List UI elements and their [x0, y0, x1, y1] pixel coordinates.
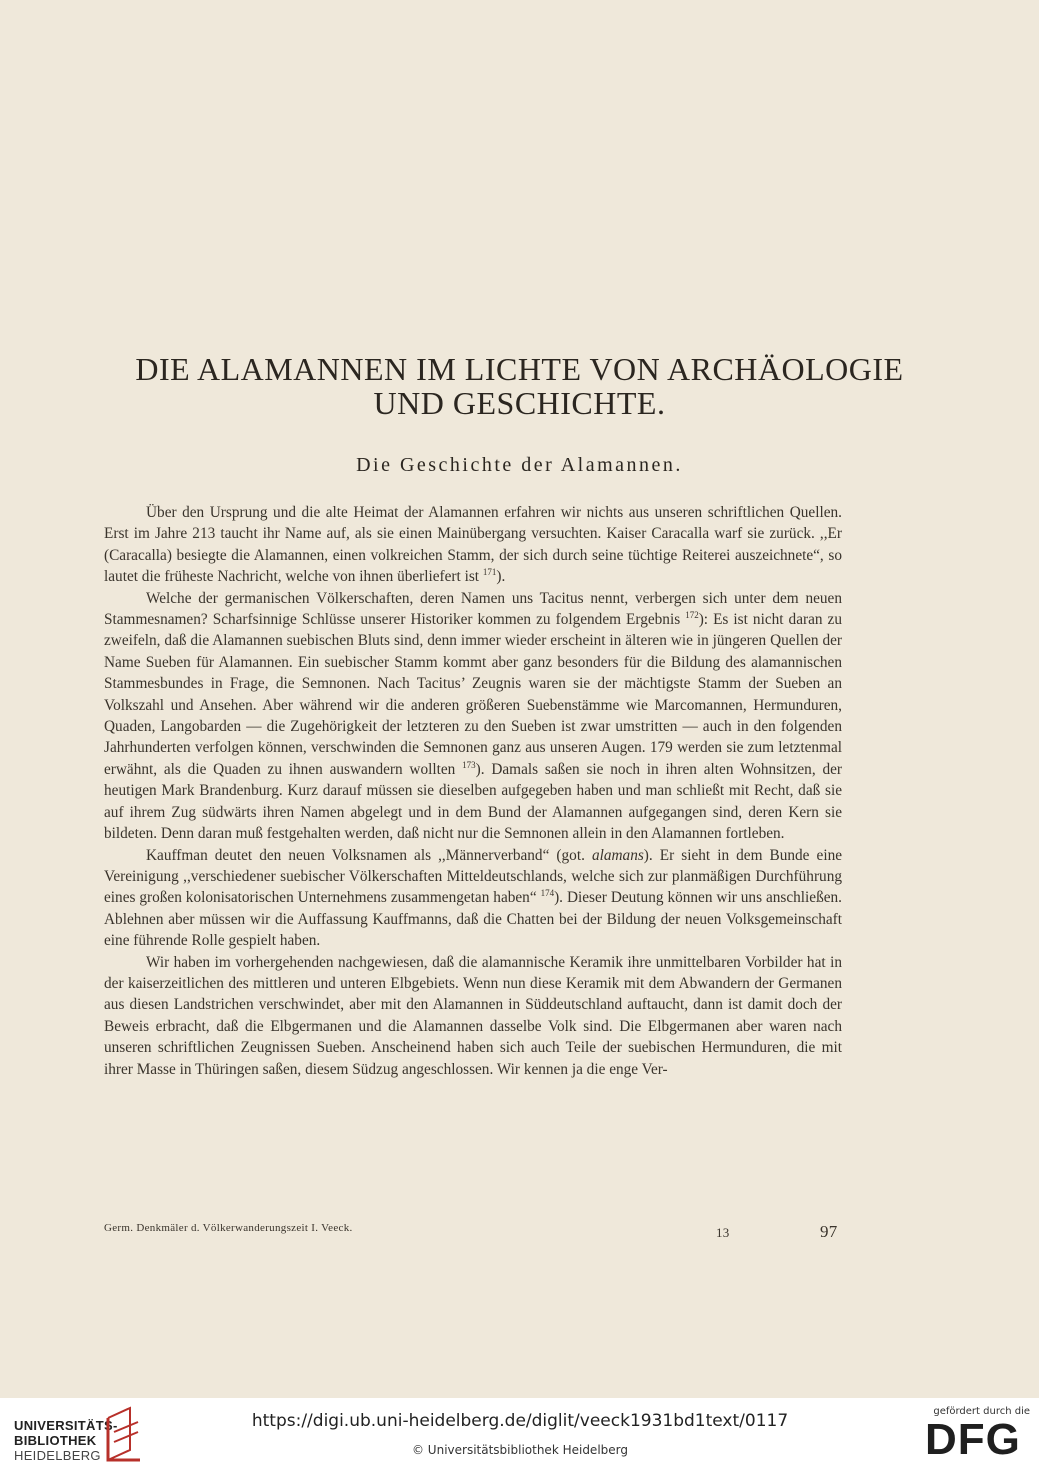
title-line-1: DIE ALAMANNEN IM LICHTE VON ARCHÄOLOGIE [135, 351, 904, 387]
dfg-logo[interactable]: DFG [925, 1415, 1021, 1464]
title-line-2: UND GESCHICHTE. [373, 385, 666, 421]
footer-source: Germ. Denkmäler d. Völkerwanderungszeit I. Veeck. [104, 1222, 353, 1234]
viewer-footer-bar [0, 1398, 1039, 1470]
body-text [104, 502, 842, 1080]
paragraph-4: Wir haben im vorhergehenden nachgewiesen, daß die alamannische Keramik ihre unmittelbaren Vorbilder hat in der kaiserzeitlichen des mittleren und unteren Elbgebiets. Wenn nun diese Keramik mit dem Abwandern der Germanen aus diesen Landstrichen verschwindet, aber mit den Alamannen in Süddeutschland auftaucht, dann ist damit doch der Beweis erbracht, daß die Elbgermanen und die Alamannen dasselbe Volk sind. Die Elbgermanen aber waren nach unseren schriftlichen Zeugnissen Sueben. Anscheinend haben sich auch Teile der suebischen Hermunduren, die mit ihrer Masse in Thüringen saßen, diesem Südzug angeschlossen. Wir kennen ja die enge Ver- [104, 953, 842, 1078]
page-number: 97 [820, 1222, 838, 1241]
paragraph-2: Welche der germanischen Völkerschaften, deren Namen uns Tacitus nennt, verbergen sich unter dem neuen Stammesnamen? Scharfsinnige Schlüsse unserer Historiker kommen zu folgendem Ergebnis $^{172}$): Es ist nicht daran zu zweifeln, daß die Alamannen suebischen Bluts sind, denn immer wieder erscheint in älteren wie in jüngeren Quellen der Name Sueben für Alamannen. Ein suebischer Stamm kommt aber ganz besonders für die Bildung des alamannischen Stammesbundes in Frage, die Semnonen. Nach Tacitus’ Zeugnis waren sie der mächtigste Stamm der Sueben an Volkszahl und Ansehen. Aber während wir die anderen größeren Suebenstämme wie Marcomannen, Hermunduren, Quaden, Langobarden — die Zugehörigkeit der letzteren zu den Sueben ist zwar umstritten — auch in den folgenden Jahrhunderten verfolgen können, verschwinden die Semnonen ganz aus unseren Augen. 179 werden sie zum letztenmal erwähnt, als die Quaden zu ihnen auswandern wollten $^{173}$). Damals saßen sie noch in ihren alten Wohnsitzen, der heutigen Mark Brandenburg. Kurz darauf müssen sie dieselben aufgegeben haben und man schließt mit Recht, daß sie auf ihrem Zug südwärts ihren Namen abgelegt und in dem Bund der Alamannen aufgegangen sind, deren Kern sie bildeten. Denn daran muß festgehalten werden, daß nicht nur die Semnonen allein in den Alamannen fortleben. [104, 589, 842, 843]
paragraph-3: Kauffman deutet den neuen Volksnamen als ,,Männerverband“ (got. alamans). Er sieht in dem Bunde eine Vereinigung ,,verschiedener suebischer Völkerschaften Mitteldeutschlands, welche sich zur planmäßigen Durchführung eines großen kolonisatorischen Unternehmens zusammengetan haben“ $^{174}$). Dieser Deutung können wir uns anschließen. Ablehnen aber müssen wir die Auffassung Kauffmanns, daß die Chatten bei der Bildung der neuen Volksgemeinschaft eine führende Rolle gespielt haben. [104, 846, 843, 950]
footnote-ref-171: 171 [482, 567, 497, 578]
page-title [60, 352, 979, 420]
footnote-ref-174: 174 [540, 888, 555, 899]
library-emblem-icon [100, 1404, 148, 1464]
library-logo[interactable]: UNIVERSITÄTS- BIBLIOTHEK HEIDELBERG [14, 1418, 118, 1463]
footnote-ref-173: 173 [462, 759, 476, 770]
copyright-notice: © Universitätsbibliothek Heidelberg [411, 1443, 628, 1457]
funding-label: gefördert durch die [933, 1406, 1030, 1417]
footnote-ref-172: 172 [685, 609, 699, 620]
paragraph-1: Über den Ursprung und die alte Heimat der Alamannen erfahren wir nichts aus unseren schriftlichen Quellen. Erst im Jahre 213 taucht ihr Name auf, als sie einen Mainübergang versuchten. Kaiser Caracalla warf sie zurück. ,,Er (Caracalla) besiegte die Alamannen, einen volkreichen Stamm, der sich durch seine tüchtige Reiterei auszeichnete“, so lautet die früheste Nachricht, welche von ihnen überliefert ist $^{171}$). [104, 504, 842, 586]
signature-mark: 13 [716, 1225, 730, 1240]
section-heading: Die Geschichte der Alamannen. [356, 454, 683, 476]
permalink-url[interactable]: https://digi.ub.uni-heidelberg.de/diglit/veeck1931bd1text/0117 [251, 1411, 789, 1431]
